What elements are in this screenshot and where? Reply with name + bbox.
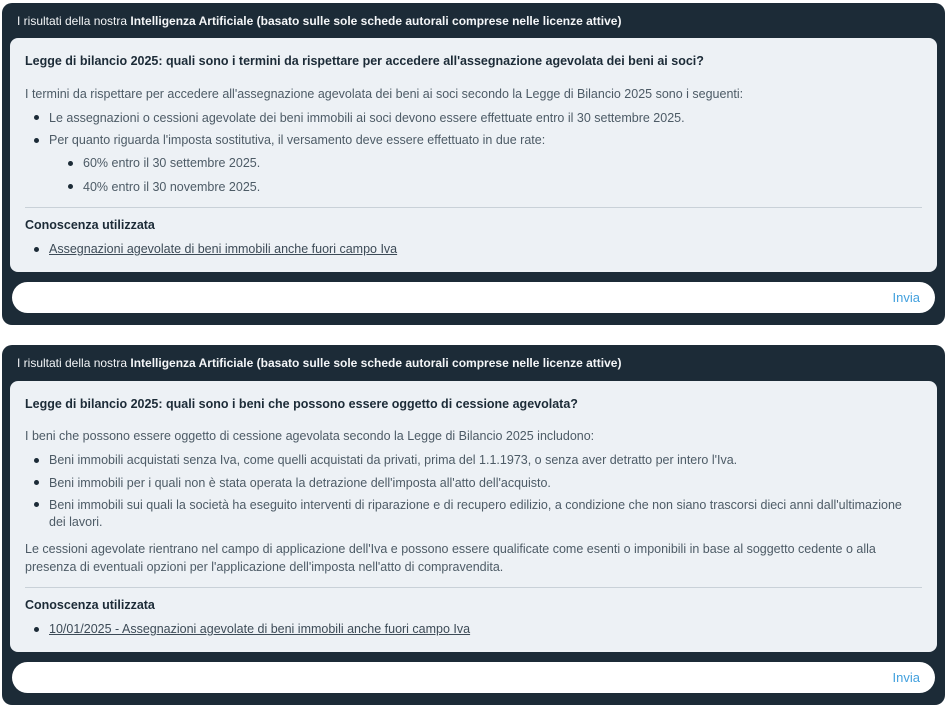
bullet-item: Beni immobili acquistati senza Iva, come quelli acquistati da privati, prima del 1.1.1973, o senza aver detratto per intero l'Iva. (25, 452, 922, 469)
answer-sub-bullet-list (49, 155, 922, 196)
bullet-item: Beni immobili sui quali la società ha eseguito interventi di riparazione e di recupero edilizio, a condizione che non siano trascorsi dieci anni dall'ultimazione dei lavori. (25, 497, 922, 532)
chat-input[interactable] (28, 290, 893, 306)
answer-card (10, 38, 937, 272)
answer-intro: I termini da rispettare per accedere all'assegnazione agevolata dei beni ai soci secondo la Legge di Bilancio 2025 sono i seguenti: (25, 86, 744, 101)
question-text: Legge di bilancio 2025: quali sono i termini da rispettare per accedere all'assegnazione agevolata dei beni ai soci? (25, 54, 704, 69)
knowledge-section-title: Conoscenza utilizzata (25, 217, 155, 232)
answer-bullet-list (25, 110, 922, 196)
bullet-item: Le assegnazioni o cessioni agevolate dei beni immobili ai soci devono essere effettuate entro il 30 settembre 2025. (25, 110, 922, 127)
panel-header-prefix: I risultati della nostra (17, 14, 131, 28)
knowledge-list-item (25, 621, 922, 638)
divider (25, 587, 922, 588)
panel-header (2, 345, 945, 380)
bullet-item-text: Per quanto riguarda l'imposta sostitutiva, il versamento deve essere effettuato in due rate: (49, 133, 546, 148)
chat-input[interactable] (28, 670, 893, 686)
chat-input-pill (12, 282, 935, 313)
divider (25, 207, 922, 208)
chat-input-row (12, 662, 935, 693)
sub-bullet-item: 60% entro il 30 settembre 2025. (59, 155, 922, 172)
sub-bullet-item: 40% entro il 30 novembre 2025. (59, 179, 922, 196)
send-button[interactable]: Invia (892, 290, 920, 306)
panel-header-bold: Intelligenza Artificiale (basato sulle sole schede autorali comprese nelle licenze attive) (130, 14, 622, 28)
question-text: Legge di bilancio 2025: quali sono i beni che possono essere oggetto di cessione agevolata? (25, 396, 578, 411)
answer-closing: Le cessioni agevolate rientrano nel campo di applicazione dell'Iva e possono essere qualificate come esenti o imponibili in base al soggetto cedente o alla presenza di eventuali opzioni per l'applicazione dell'imposta nell'atto di compravendita. (25, 542, 876, 574)
panel-header-prefix: I risultati della nostra (17, 356, 131, 371)
answer-intro: I beni che possono essere oggetto di cessione agevolata secondo la Legge di Bilancio 2025 includono: (25, 429, 595, 444)
bullet-item (25, 132, 922, 196)
knowledge-list-item (25, 241, 922, 258)
answer-bullet-list (25, 452, 922, 531)
chat-input-pill (12, 662, 935, 693)
ai-result-panel-1 (2, 3, 945, 325)
ai-result-panel-2 (2, 345, 945, 705)
panel-header (2, 3, 945, 38)
knowledge-link-list (25, 621, 922, 638)
bullet-item: Beni immobili per i quali non è stata operata la detrazione dell'imposta all'atto dell'acquisto. (25, 475, 922, 492)
panel-header-bold: Intelligenza Artificiale (basato sulle sole schede autorali comprese nelle licenze attive) (130, 356, 622, 371)
panel-gap (0, 325, 947, 342)
knowledge-link[interactable]: 10/01/2025 - Assegnazioni agevolate di beni immobili anche fuori campo Iva (49, 622, 471, 637)
send-button[interactable]: Invia (892, 670, 920, 686)
knowledge-section-title: Conoscenza utilizzata (25, 597, 155, 612)
knowledge-link[interactable]: Assegnazioni agevolate di beni immobili anche fuori campo Iva (49, 242, 398, 257)
chat-input-row (12, 282, 935, 313)
knowledge-link-list (25, 241, 922, 258)
